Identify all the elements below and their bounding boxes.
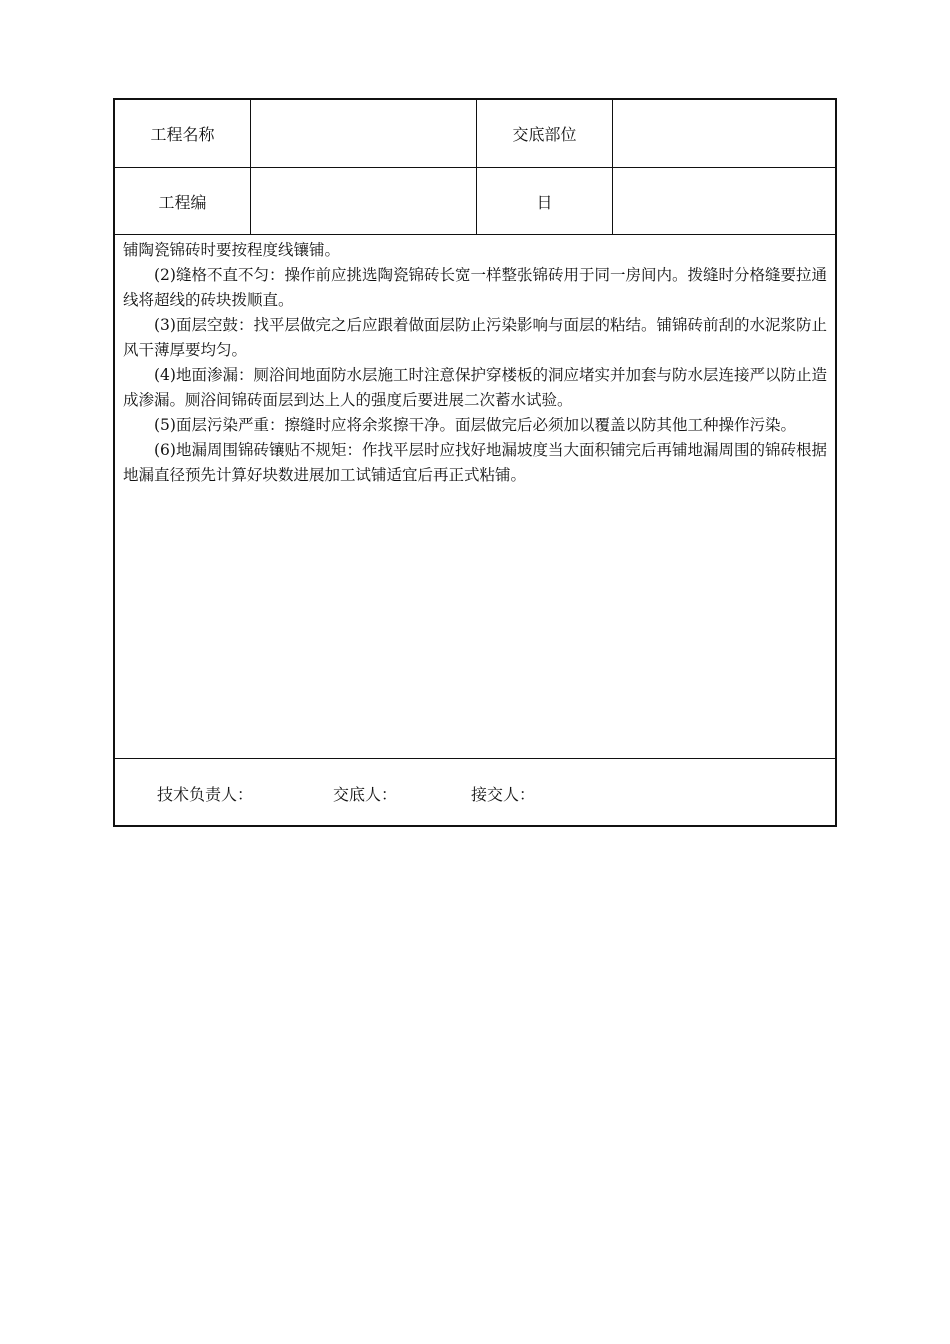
content-item: (6)地漏周围锦砖镶贴不规矩：作找平层时应找好地漏坡度当大面积铺完后再铺地漏周围的锦砖根据地漏直径预先计算好块数进展加工试铺适宜后再正式粘铺。 <box>123 441 827 484</box>
date-value <box>613 168 835 235</box>
disclosure-part-value <box>613 100 835 168</box>
signature-row <box>115 759 835 825</box>
content-item: (4)地面渗漏：厕浴间地面防水层施工时注意保护穿楼板的洞应堵实并加套与防水层连接严以防止造成渗漏。厕浴间锦砖面层到达上人的强度后要进展二次蓄水试验。 <box>123 366 827 409</box>
content-item: (3)面层空鼓：找平层做完之后应跟着做面层防止污染影响与面层的粘结。铺锦砖前刮的水泥浆防止风干薄厚要均匀。 <box>123 316 827 359</box>
disclosure-form <box>113 98 837 827</box>
receiver-label: 接交人： <box>471 785 536 804</box>
disclosure-part-label: 交底部位 <box>477 100 613 168</box>
project-name-label: 工程名称 <box>115 100 251 168</box>
project-name-value <box>251 100 477 168</box>
content-item: (2)缝格不直不匀：操作前应挑选陶瓷锦砖长宽一样整张锦砖用于同一房间内。拨缝时分格缝要拉通线将超线的砖块拨顺直。 <box>123 266 827 309</box>
disclosure-content <box>115 235 835 759</box>
project-no-value <box>251 168 477 235</box>
content-lead: 铺陶瓷锦砖时要按程度线镶铺。 <box>123 241 341 259</box>
tech-lead-label: 技术负责人： <box>157 785 254 804</box>
content-item: (5)面层污染严重：擦缝时应将余浆擦干净。面层做完后必须加以覆盖以防其他工种操作污染。 <box>154 416 796 434</box>
project-no-label: 工程编 <box>115 168 251 235</box>
discloser-label: 交底人： <box>333 785 398 804</box>
date-label: 日 <box>477 168 613 235</box>
